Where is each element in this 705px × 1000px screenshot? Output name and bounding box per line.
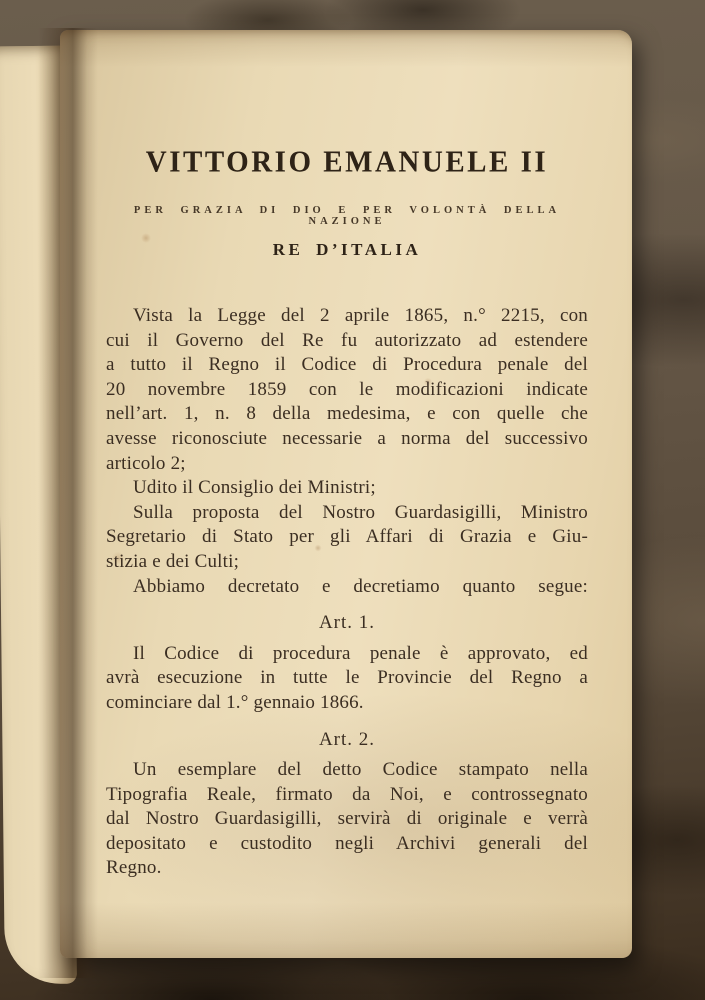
preamble-paragraph-3: [106, 501, 588, 575]
text-line: Tipografia Reale, firmato da Noi, e controssegnato: [106, 783, 588, 805]
text-line: 20 novembre 1859 con le modificazioni indicate: [106, 378, 588, 400]
text-line: avesse riconosciute necessarie a norma del successivo: [106, 427, 588, 449]
text-line: nell’art. 1, n. 8 della medesima, e con quelle che: [106, 403, 588, 425]
text-line: cui il Governo del Re fu autorizzato ad estendere: [106, 329, 588, 351]
text-line: Un esemplare del detto Codice stampato nella: [133, 759, 588, 781]
text-line: stizia e dei Culti;: [106, 550, 240, 572]
decree-body: [106, 304, 588, 881]
preamble-paragraph-4: [106, 575, 588, 600]
royal-title: RE D’ITALIA: [272, 240, 422, 259]
decree-title: VITTORIO EMANUELE II: [145, 145, 549, 179]
text-line: Udito il Consiglio dei Ministri;: [133, 477, 376, 499]
text-line: Segretario di Stato per gli Affari di Grazia e Giu-: [106, 526, 588, 548]
text-line: Regno.: [106, 857, 162, 879]
book-page: [60, 30, 632, 958]
article-2-heading: Art. 2.: [318, 728, 376, 750]
text-line: Sulla proposta del Nostro Guardasigilli, Ministro: [133, 501, 588, 523]
article-1-paragraph: [106, 642, 588, 716]
article-1-heading: Art. 1.: [318, 612, 376, 634]
text-line: cominciare dal 1.° gennaio 1866.: [106, 691, 364, 713]
text-line: dal Nostro Guardasigilli, servirà di originale e verrà: [106, 808, 588, 830]
text-line: Vista la Legge del 2 aprile 1865, n.° 2215, con: [133, 305, 588, 326]
text-line: Abbiamo decretato e decretiamo quanto segue:: [133, 575, 588, 597]
article-2-paragraph: [106, 758, 588, 881]
text-line: a tutto il Regno il Codice di Procedura penale del: [106, 354, 588, 376]
text-line: Il Codice di procedura penale è approvato, ed: [133, 642, 588, 664]
preamble-paragraph-2: [106, 476, 588, 501]
text-line: articolo 2;: [106, 452, 186, 474]
dedication-line: PER GRAZIA DI DIO E PER VOLONTÀ DELLA NAZIONE: [133, 205, 561, 227]
preamble-paragraph-1: [106, 304, 588, 476]
page-text: [106, 30, 588, 881]
text-line: avrà esecuzione in tutte le Provincie del Regno a: [106, 667, 588, 689]
text-line: depositato e custodito negli Archivi generali del: [106, 832, 588, 854]
